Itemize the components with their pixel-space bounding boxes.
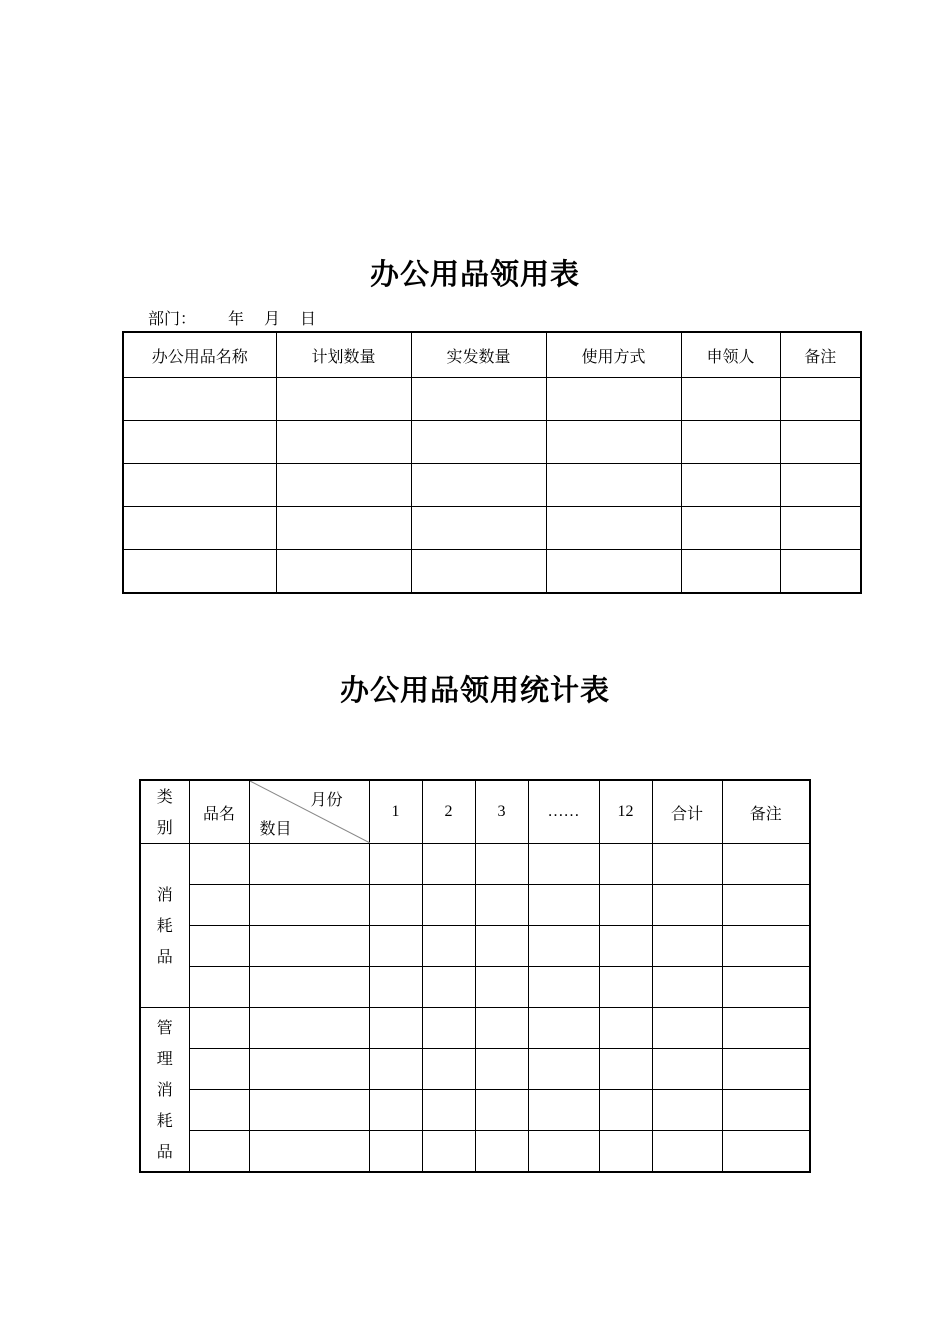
table-cell[interactable]: [722, 1049, 810, 1090]
table-cell[interactable]: [722, 926, 810, 967]
group1-char: 耗: [156, 916, 173, 935]
table-row: [140, 967, 810, 1008]
table-cell[interactable]: [249, 1090, 369, 1131]
col-remark: 备注: [780, 332, 861, 378]
table-row: [123, 507, 861, 550]
table-cell[interactable]: [681, 421, 780, 464]
table-cell[interactable]: [369, 1008, 422, 1049]
day-label: 日: [300, 309, 317, 328]
table-row: [123, 464, 861, 507]
table-cell[interactable]: [528, 844, 599, 885]
year-label: 年: [228, 309, 245, 328]
table-cell[interactable]: [528, 1008, 599, 1049]
table-cell[interactable]: [422, 926, 475, 967]
table-cell[interactable]: [475, 967, 528, 1008]
table-cell[interactable]: [123, 378, 276, 421]
group1-char: 消: [156, 885, 173, 904]
table-cell[interactable]: [681, 507, 780, 550]
table-row: [123, 378, 861, 421]
table-cell[interactable]: [722, 1008, 810, 1049]
table-cell[interactable]: [411, 421, 546, 464]
table-cell[interactable]: [722, 1090, 810, 1131]
table-cell[interactable]: [652, 967, 722, 1008]
table-cell[interactable]: [411, 507, 546, 550]
col-applicant: 申领人: [681, 332, 780, 378]
table-row: [123, 421, 861, 464]
table-cell[interactable]: [722, 1131, 810, 1173]
table-cell[interactable]: [475, 926, 528, 967]
table-cell[interactable]: [475, 1049, 528, 1090]
table-cell[interactable]: [249, 1131, 369, 1173]
table-cell[interactable]: [475, 844, 528, 885]
col-total: 合计: [652, 780, 722, 844]
table-cell[interactable]: [276, 550, 411, 594]
table-cell[interactable]: [652, 1131, 722, 1173]
table-cell[interactable]: [681, 464, 780, 507]
table-cell[interactable]: [369, 926, 422, 967]
table-cell[interactable]: [422, 1049, 475, 1090]
table-cell[interactable]: [722, 967, 810, 1008]
table-cell[interactable]: [599, 967, 652, 1008]
col-planned-qty: 计划数量: [276, 332, 411, 378]
table-cell[interactable]: [652, 885, 722, 926]
table-cell[interactable]: [599, 844, 652, 885]
category-header-line1: 类: [156, 787, 173, 806]
table-cell[interactable]: [123, 464, 276, 507]
table-cell[interactable]: [249, 967, 369, 1008]
table-cell[interactable]: [422, 1090, 475, 1131]
table-cell[interactable]: [189, 1008, 249, 1049]
table-cell[interactable]: [652, 1049, 722, 1090]
table-cell[interactable]: [422, 1131, 475, 1173]
diag-top-label: 月份: [310, 790, 343, 809]
col-month-2: 2: [422, 780, 475, 844]
col-usage: 使用方式: [546, 332, 681, 378]
table-cell[interactable]: [599, 926, 652, 967]
group2-char: 消: [156, 1080, 173, 1099]
col-diagonal-header: [249, 780, 369, 844]
col-month-12: 12: [599, 780, 652, 844]
table-cell[interactable]: [528, 1049, 599, 1090]
dept-label: 部门：: [148, 309, 197, 328]
table-cell[interactable]: [722, 885, 810, 926]
table-cell[interactable]: [780, 378, 861, 421]
table-row: [140, 885, 810, 926]
table-cell[interactable]: [599, 1049, 652, 1090]
table-cell[interactable]: [411, 464, 546, 507]
table-cell[interactable]: [369, 1090, 422, 1131]
table-cell[interactable]: [528, 1131, 599, 1173]
table-cell[interactable]: [369, 844, 422, 885]
category-header-line2: 别: [156, 818, 173, 837]
table-cell[interactable]: [276, 378, 411, 421]
table-cell[interactable]: [652, 844, 722, 885]
table-cell[interactable]: [652, 1090, 722, 1131]
table-cell[interactable]: [599, 885, 652, 926]
col-month-1: 1: [369, 780, 422, 844]
table-cell[interactable]: [249, 844, 369, 885]
table-header-row: [123, 332, 861, 378]
table-cell[interactable]: [249, 926, 369, 967]
table-cell[interactable]: [780, 464, 861, 507]
table-cell[interactable]: [189, 1049, 249, 1090]
table-cell[interactable]: [681, 378, 780, 421]
table-cell[interactable]: [411, 550, 546, 594]
table-cell[interactable]: [599, 1131, 652, 1173]
table-cell[interactable]: [411, 378, 546, 421]
table-cell[interactable]: [652, 926, 722, 967]
table-cell[interactable]: [276, 507, 411, 550]
table-row: [140, 844, 810, 885]
table-row: [140, 926, 810, 967]
requisition-table: [122, 331, 862, 594]
table-cell[interactable]: [123, 507, 276, 550]
table-cell[interactable]: [189, 885, 249, 926]
month-label: 月: [264, 309, 281, 328]
table-cell[interactable]: [369, 967, 422, 1008]
table-row: [123, 550, 861, 594]
table-cell[interactable]: [681, 550, 780, 594]
table-cell[interactable]: [276, 464, 411, 507]
form2-title: 办公用品领用统计表: [339, 673, 610, 707]
table-cell[interactable]: [546, 550, 681, 594]
statistics-table: [139, 779, 811, 1173]
table-cell[interactable]: [189, 1090, 249, 1131]
table-cell[interactable]: [369, 1049, 422, 1090]
col-issued-qty: 实发数量: [411, 332, 546, 378]
table-row: [140, 1049, 810, 1090]
table-cell[interactable]: [475, 1090, 528, 1131]
table-cell[interactable]: [475, 1008, 528, 1049]
diag-bottom-label: 数目: [259, 819, 292, 838]
table-header-row: [140, 780, 810, 844]
date-line: [148, 306, 316, 329]
table-cell[interactable]: [599, 1090, 652, 1131]
group2-char: 管: [156, 1018, 173, 1037]
table-cell[interactable]: [369, 1131, 422, 1173]
col-remark: 备注: [722, 780, 810, 844]
table-cell[interactable]: [780, 507, 861, 550]
table-cell[interactable]: [528, 885, 599, 926]
table-cell[interactable]: [249, 1049, 369, 1090]
table-row: [140, 1008, 810, 1049]
table-cell[interactable]: [249, 885, 369, 926]
group2-char: 品: [156, 1142, 173, 1161]
table-cell[interactable]: [422, 885, 475, 926]
table-cell[interactable]: [546, 378, 681, 421]
table-cell[interactable]: [475, 885, 528, 926]
table-cell[interactable]: [369, 885, 422, 926]
table-cell[interactable]: [599, 1008, 652, 1049]
table-cell[interactable]: [652, 1008, 722, 1049]
group-consumables: [140, 844, 189, 1008]
table-cell[interactable]: [546, 464, 681, 507]
table-cell[interactable]: [780, 550, 861, 594]
table-row: [140, 1090, 810, 1131]
table-cell[interactable]: [189, 926, 249, 967]
form1-title: 办公用品领用表: [369, 257, 580, 291]
group-managed-consumables: [140, 1008, 189, 1173]
table-cell[interactable]: [780, 421, 861, 464]
table-cell[interactable]: [422, 1008, 475, 1049]
table-cell[interactable]: [422, 844, 475, 885]
col-item-name: 办公用品名称: [123, 332, 276, 378]
table-cell[interactable]: [546, 507, 681, 550]
table-cell[interactable]: [249, 1008, 369, 1049]
table-cell[interactable]: [475, 1131, 528, 1173]
table-cell[interactable]: [722, 844, 810, 885]
table-cell[interactable]: [546, 421, 681, 464]
col-month-3: 3: [475, 780, 528, 844]
col-month-ellipsis: ……: [528, 780, 599, 844]
col-category: [140, 780, 189, 844]
table-cell[interactable]: [528, 926, 599, 967]
table-cell[interactable]: [189, 1131, 249, 1173]
group1-char: 品: [156, 947, 173, 966]
table-cell[interactable]: [123, 550, 276, 594]
table-row: [140, 1131, 810, 1173]
col-product-name: 品名: [189, 780, 249, 844]
group2-char: 理: [156, 1049, 173, 1068]
table-cell[interactable]: [189, 844, 249, 885]
table-cell[interactable]: [528, 1090, 599, 1131]
table-cell[interactable]: [276, 421, 411, 464]
table-cell[interactable]: [189, 967, 249, 1008]
group2-char: 耗: [156, 1111, 173, 1130]
table-cell[interactable]: [528, 967, 599, 1008]
table-cell[interactable]: [123, 421, 276, 464]
table-cell[interactable]: [422, 967, 475, 1008]
